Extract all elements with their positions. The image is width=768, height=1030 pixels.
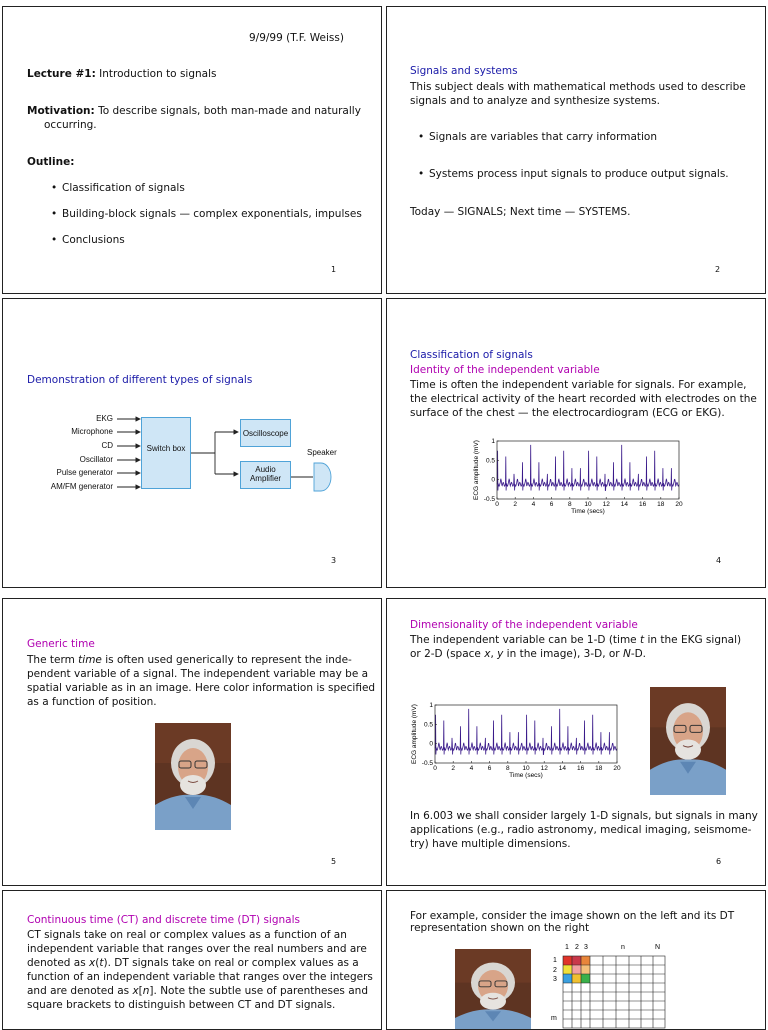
x-tick-label: 18 — [657, 501, 665, 508]
row-label: 1 — [553, 957, 557, 964]
y-tick-label: 0.5 — [485, 457, 495, 465]
slide-heading: Dimensionality of the independent variable — [410, 619, 638, 631]
paragraph-line: surface of the chest — the electrocardiogram (ECG or EKG). — [410, 407, 725, 419]
ecg-chart — [469, 435, 683, 515]
row-label: 2 — [553, 967, 557, 974]
slide-heading: Demonstration of different types of signals — [27, 374, 253, 386]
paragraph-line: function of an independent variable that ranges over the integers — [27, 971, 373, 983]
bullet-item: • Systems process input signals to produce output signals. — [429, 167, 729, 181]
portrait-photo — [155, 723, 231, 830]
x-tick-label: 2 — [451, 765, 456, 772]
paragraph-line-5: and are denoted as x[n]. Note the subtle use of parentheses and — [27, 985, 368, 997]
slide-heading: Generic time — [27, 638, 95, 650]
x-tick-label: 4 — [469, 765, 474, 772]
motivation-text-1: To describe signals, both man-made and naturally — [98, 105, 361, 117]
block-diagram-arrows — [3, 299, 382, 588]
x-axis-label: Time (secs) — [571, 508, 605, 515]
x-axis-label: Time (secs) — [509, 772, 543, 779]
x-tick-label: 0 — [495, 501, 499, 508]
ecg-series-line — [435, 709, 617, 755]
ecg-series-line — [497, 445, 679, 491]
x-tick-label: 12 — [602, 501, 610, 508]
x-tick-label: 6 — [487, 765, 492, 772]
input-label-ekg: EKG — [96, 414, 113, 423]
pixel-cells — [563, 956, 590, 983]
row-label: m — [551, 1015, 557, 1022]
paragraph-line: For example, consider the image shown on the left and its DT — [410, 910, 735, 922]
input-label-oscillator: Oscillator — [79, 455, 113, 464]
col-label: 3 — [584, 944, 588, 951]
y-tick-label: 1 — [491, 438, 495, 445]
slide-header: 9/9/99 (T.F. Weiss) — [249, 32, 344, 44]
slide-1 — [2, 6, 382, 294]
x-tick-label: 10 — [522, 765, 530, 772]
y-tick-label: 0 — [491, 476, 495, 484]
y-tick-label: 1 — [429, 702, 433, 709]
paragraph-line-2: or 2-D (space x, y in the image), 3-D, or N-D. — [410, 648, 647, 660]
audio-amplifier-label: Audio Amplifier — [249, 465, 282, 483]
bullet-item: • Signals are variables that carry information — [429, 130, 657, 144]
lecture-line — [27, 67, 216, 81]
paragraph-line: representation shown on the right — [410, 922, 590, 934]
page-number: 6 — [716, 857, 722, 866]
input-label-microphone: Microphone — [71, 427, 113, 436]
slide-3 — [2, 298, 382, 588]
x-tick-label: 16 — [576, 765, 585, 772]
switch-box-label: Switch box — [146, 444, 186, 453]
paragraph-line: CT signals take on real or complex values as a function of an — [27, 929, 347, 941]
x-tick-label: 6 — [549, 501, 554, 508]
page-number: 4 — [716, 556, 722, 565]
slide-6 — [386, 598, 766, 886]
x-tick-label: 0 — [433, 765, 437, 772]
col-label: N — [655, 944, 661, 951]
paragraph-line: This subject deals with mathematical methods used to describe — [410, 81, 746, 93]
x-tick-label: 2 — [513, 501, 518, 508]
paragraph-line: Time is often the independent variable for signals. For example, — [410, 379, 747, 391]
ecg-chart — [407, 699, 621, 779]
paragraph-line: spatial variable as in an image. Here color information is specified — [27, 682, 376, 694]
slide-5 — [2, 598, 382, 886]
paragraph-line: signals and to analyze and synthesize systems. — [410, 95, 660, 107]
col-label: 1 — [565, 944, 569, 951]
slide-heading: Continuous time (CT) and discrete time (DT) signals — [27, 914, 300, 926]
motivation-line — [27, 104, 367, 118]
slide-heading: Classification of signals — [410, 349, 533, 361]
paragraph-line-1: The independent variable can be 1-D (time t in the EKG signal) — [410, 634, 742, 646]
y-tick-label: 0 — [429, 740, 433, 748]
page-number: 2 — [715, 265, 721, 274]
paragraph-line: In 6.003 we shall consider largely 1-D signals, but signals in many — [410, 810, 758, 822]
outline-label: Outline: — [27, 156, 75, 168]
input-label-pulse-generator: Pulse generator — [56, 468, 113, 477]
y-axis-label: ECG amplitude (mV) — [473, 440, 480, 500]
ecg-chart-svg — [407, 699, 621, 779]
input-label-cd: CD — [101, 441, 113, 450]
page-number: 3 — [331, 556, 337, 565]
col-label: 2 — [575, 944, 579, 951]
x-tick-label: 12 — [540, 765, 548, 772]
plot-frame — [435, 705, 617, 763]
y-axis-label: ECG amplitude (mV) — [411, 704, 418, 764]
paragraph-line-3: denoted as x(t). DT signals take on real or complex values as a — [27, 957, 359, 969]
y-tick-label: -0.5 — [421, 760, 433, 767]
audio-amplifier-box — [240, 461, 291, 489]
x-tick-label: 20 — [675, 501, 683, 508]
page-number: 5 — [331, 857, 337, 866]
x-tick-label: 4 — [531, 501, 536, 508]
x-tick-label: 14 — [558, 765, 567, 772]
outline-item: • Conclusions — [62, 233, 125, 247]
today-line: Today — SIGNALS; Next time — SYSTEMS. — [410, 206, 631, 218]
portrait-photo — [650, 687, 726, 795]
lecture-label: Lecture #1: — [27, 68, 96, 80]
slide-7 — [2, 890, 382, 1030]
slide-8 — [386, 890, 766, 1030]
x-tick-label: 14 — [620, 501, 629, 508]
dt-image-grid — [537, 941, 677, 1030]
outline-item: • Classification of signals — [62, 181, 185, 195]
x-tick-label: 8 — [567, 501, 572, 508]
outline-item: • Building-block signals — complex exponentials, impulses — [62, 207, 362, 221]
motivation-text-2: occurring. — [44, 119, 97, 131]
y-tick-label: -0.5 — [483, 496, 495, 503]
x-tick-label: 10 — [584, 501, 592, 508]
paragraph-line: square brackets to distinguish between CT and DT signals. — [27, 999, 336, 1011]
paragraph-line: the electrical activity of the heart recorded with electrodes on the — [410, 393, 757, 405]
lecture-title: Introduction to signals — [99, 68, 217, 80]
oscilloscope-box — [240, 419, 291, 447]
slide-subheading: Identity of the independent variable — [410, 364, 600, 376]
plot-frame — [497, 441, 679, 499]
emphasis-time: time — [78, 654, 102, 666]
page-number: 1 — [331, 265, 337, 274]
ecg-chart-svg — [469, 435, 683, 515]
switch-box — [141, 417, 191, 489]
y-tick-label: 0.5 — [423, 721, 433, 729]
paragraph-text: The term time is often used generically to represent the inde- — [27, 654, 352, 666]
slide-heading: Signals and systems — [410, 65, 518, 77]
slide-2 — [386, 6, 766, 294]
x-tick-label: 18 — [595, 765, 603, 772]
row-label: 3 — [553, 976, 557, 983]
slide-4 — [386, 298, 766, 588]
portrait-photo — [455, 949, 531, 1030]
speaker-label: Speaker — [307, 448, 337, 457]
speaker-shape — [314, 463, 331, 491]
paragraph-line: applications (e.g., radio astronomy, medical imaging, seismome- — [410, 824, 752, 836]
paragraph-line-1 — [27, 653, 352, 667]
x-tick-label: 20 — [613, 765, 621, 772]
x-tick-label: 16 — [638, 501, 647, 508]
paragraph-line: pendent variable of a signal. The independent variable may be a — [27, 668, 369, 680]
oscilloscope-label: Oscilloscope — [242, 429, 289, 438]
x-tick-label: 8 — [505, 765, 510, 772]
motivation-label: Motivation: — [27, 105, 95, 117]
paragraph-line: as a function of position. — [27, 696, 157, 708]
input-label-am-fm-generator: AM/FM generator — [50, 482, 113, 491]
col-label: n — [621, 944, 625, 951]
paragraph-line: try) have multiple dimensions. — [410, 838, 571, 850]
paragraph-line: independent variable that ranges over the real numbers and are — [27, 943, 367, 955]
